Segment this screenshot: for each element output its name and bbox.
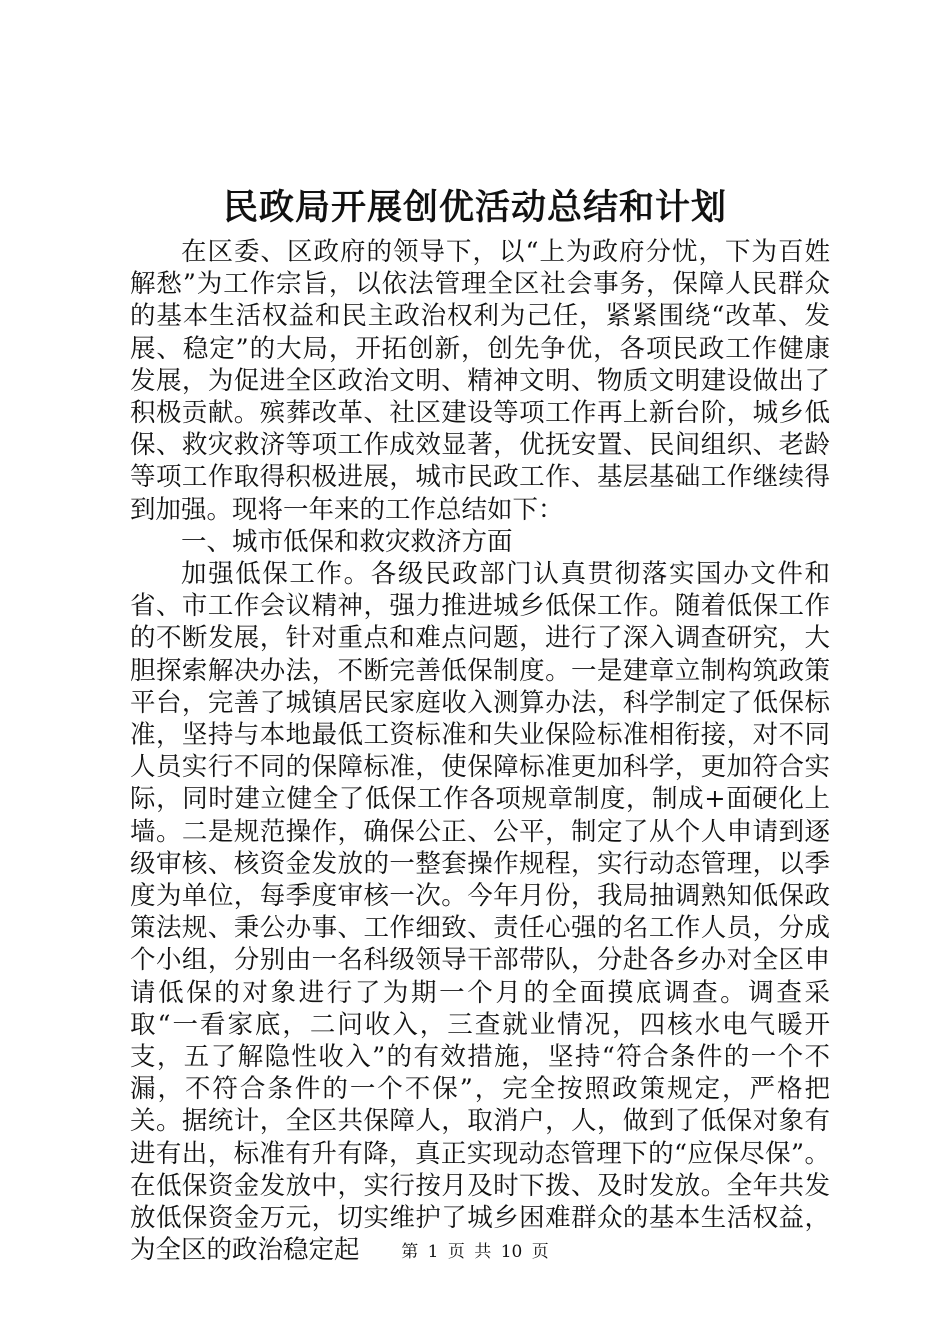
intro-paragraph: 在区委、区政府的领导下，以“上为政府分忧，下为百姓解愁”为工作宗旨，以依法管理全区社会事务，保障人民群众的基本生活权益和民主政治权利为己任，紧紧围绕“改革、发展、稳定”的大局，开拓创新，创先争优，各项民政工作健康发展，为促进全区政治文明、精神文明、物质文明建设做出了积极贡献。殡葬改革、社区建设等项工作再上新台阶，城乡低保、救灾救济等项工作成效显著，优抚安置、民间组织、老龄等项工作取得积极进展，城市民政工作、基层基础工作继续得到加强。现将一年来的工作总结如下： <box>130 237 830 525</box>
document-body <box>130 236 830 1267</box>
page-number-footer: 第 1 页 共 10 页 <box>401 1242 549 1262</box>
section-heading: 一、城市低保和救灾救济方面 <box>181 526 513 557</box>
document-title: 民政局开展创优活动总结和计划 <box>222 187 727 228</box>
body-paragraph: 加强低保工作。各级民政部门认真贯彻落实国办文件和省、市工作会议精神，强力推进城乡低保工作。随着低保工作的不断发展，针对重点和难点问题，进行了深入调查研究，大胆探索解决办法，不断完善低保制度。一是建章立制构筑政策平台，完善了城镇居民家庭收入测算办法，科学制定了低保标准，坚持与本地最低工资标准和失业保险标准相衔接，对不同人员实行不同的保障标准，使保障标准更加科学，更加符合实际，同时建立健全了低保工作各项规章制度，制成+面硬化上墙。二是规范操作，确保公正、公平，制定了从个人申请到逐级审核、核资金发放的一整套操作规程，实行动态管理，以季度为单位，每季度审核一次。今年月份，我局抽调熟知低保政策法规、秉公办事、工作细致、责任心强的名工作人员，分成个小组，分别由一名科级领导干部带队，分赴各乡办对全区申请低保的对象进行了为期一个月的全面摸底调查。调查采取“一看家底，二问收入，三查就业情况，四核水电气暖开支，五了解隐性收入”的有效措施，坚持“符合条件的一个不漏，不符合条件的一个不保”，完全按照政策规定，严格把关。据统计，全区共保障人，取消户，人，做到了低保对象有进有出，标准有升有降，真正实现动态管理下的“应保尽保”。在低保资金发放中，实行按月及时下拨、及时发放。全年共发放低保资金万元，切实维护了城乡困难群众的基本生活权益，为全区的政治稳定起 <box>130 559 830 1266</box>
